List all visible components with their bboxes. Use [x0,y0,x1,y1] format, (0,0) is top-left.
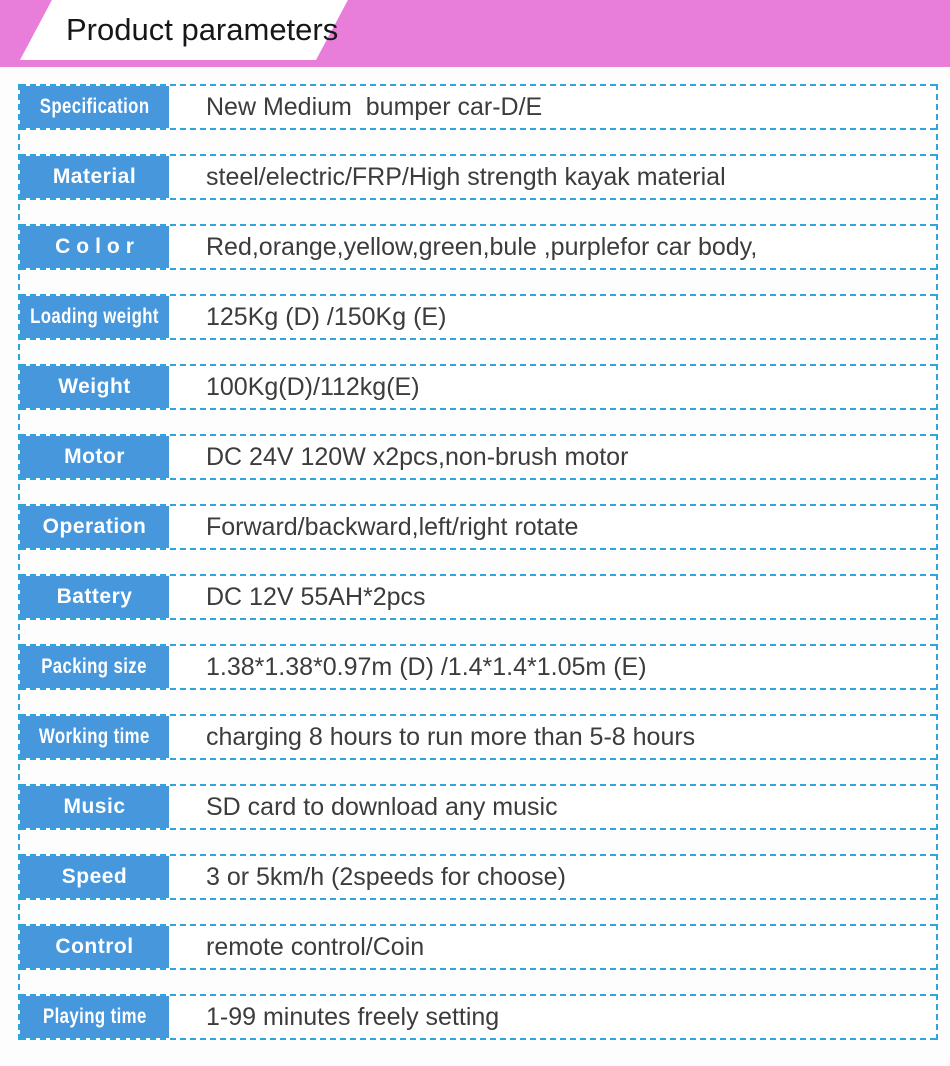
spec-row-loading-weight [20,294,936,340]
page-title: Product parameters [66,12,339,47]
spec-value-playing-time: 1-99 minutes freely setting [206,1002,500,1031]
spec-row-motor [20,434,936,480]
spec-label-operation [20,506,169,548]
spec-label-text: Weight [58,375,131,398]
spec-label-loading-weight [20,296,169,338]
spec-label-text: Motor [64,445,125,468]
spec-label-text: Packing size [41,655,148,678]
spec-label-text: Specification [39,95,150,118]
spec-label-playing-time [20,996,169,1038]
spec-row-playing-time [20,994,936,1040]
spec-label-control [20,926,169,968]
spec-row-control [20,924,936,970]
spec-label-text: Playing time [42,1005,147,1028]
spec-row-color [20,224,936,270]
spec-value-packing-size: 1.38*1.38*0.97m (D) /1.4*1.4*1.05m (E) [206,652,647,681]
spec-label-battery [20,576,169,618]
spec-label-text: Color [55,235,140,258]
spec-value-color: Red,orange,yellow,green,bule ,purplefor car body, [206,232,758,261]
spec-row-weight [20,364,936,410]
spec-row-speed [20,854,936,900]
spec-value-music: SD card to download any music [206,792,558,821]
spec-label-text: Control [55,935,134,958]
spec-label-text: Speed [61,865,128,888]
spec-row-material [20,154,936,200]
spec-label-text: Material [52,165,137,188]
spec-label-packing-size [20,646,169,688]
spec-value-loading-weight: 125Kg (D) /150Kg (E) [206,302,447,331]
spec-label-text: Music [63,795,126,818]
spec-label-specification [20,86,169,128]
spec-value-operation: Forward/backward,left/right rotate [206,512,579,541]
spec-value-battery: DC 12V 55AH*2pcs [206,582,426,611]
spec-label-color [20,226,169,268]
spec-label-text: Operation [42,515,147,538]
spec-value-working-time: charging 8 hours to run more than 5-8 hours [206,722,696,751]
spec-row-operation [20,504,936,550]
spec-row-packing-size [20,644,936,690]
spec-label-text: Battery [56,585,133,608]
spec-label-weight [20,366,169,408]
spec-value-motor: DC 24V 120W x2pcs,non-brush motor [206,442,629,471]
spec-row-working-time [20,714,936,760]
spec-label-working-time [20,716,169,758]
spec-value-weight: 100Kg(D)/112kg(E) [206,372,420,401]
spec-value-control: remote control/Coin [206,932,425,961]
spec-label-text: Working time [39,725,150,748]
spec-label-material [20,156,169,198]
spec-label-motor [20,436,169,478]
spec-value-specification: New Medium bumper car-D/E [206,92,543,121]
spec-label-music [20,786,169,828]
spec-table [18,84,938,1040]
spec-label-speed [20,856,169,898]
spec-label-text: Loading weight [30,305,159,328]
spec-row-specification [20,84,936,130]
spec-row-battery [20,574,936,620]
spec-value-speed: 3 or 5km/h (2speeds for choose) [206,862,566,891]
header-banner [0,0,950,67]
spec-row-music [20,784,936,830]
spec-value-material: steel/electric/FRP/High strength kayak material [206,162,726,191]
